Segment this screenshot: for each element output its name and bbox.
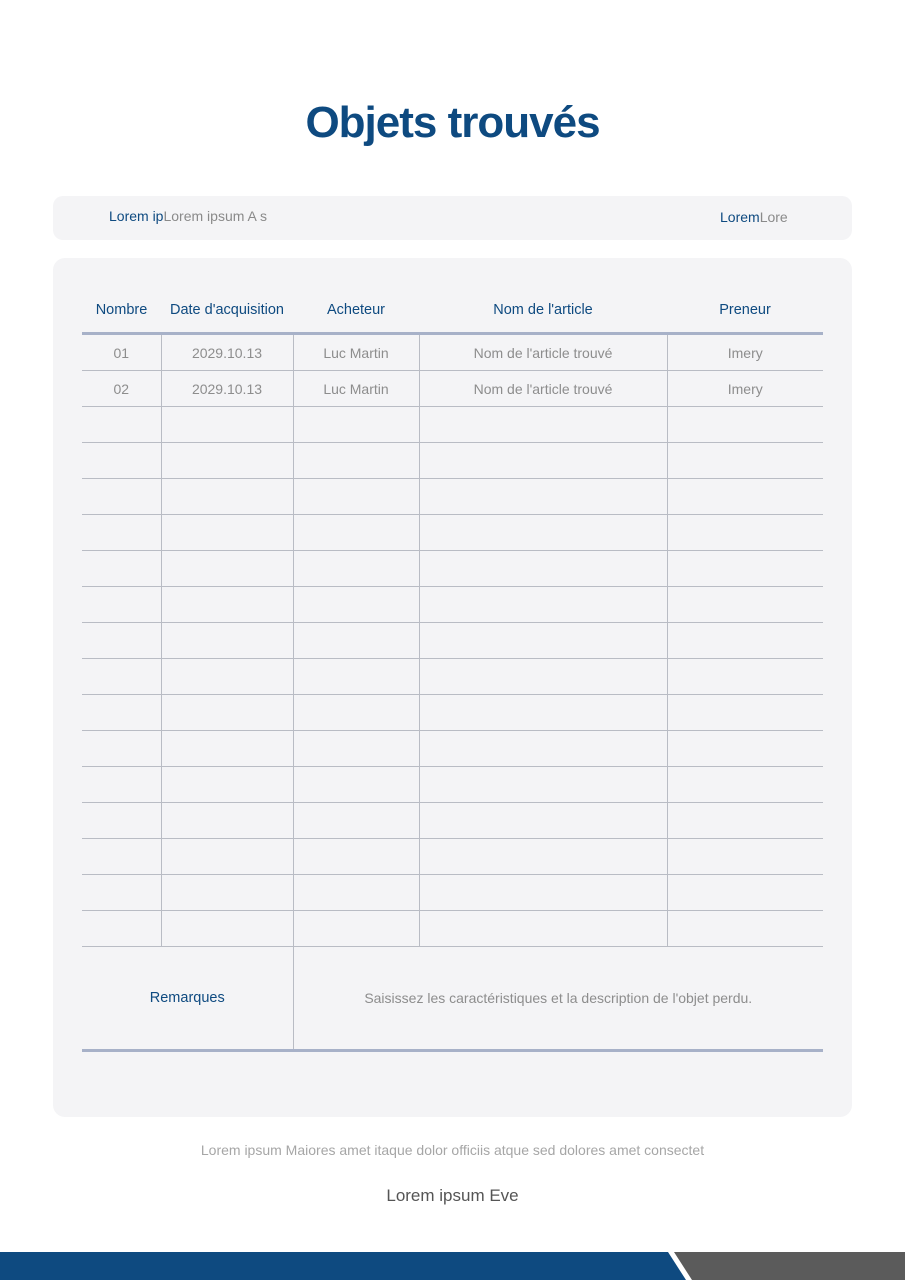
table-cell[interactable] bbox=[161, 911, 293, 947]
table-cell[interactable] bbox=[82, 407, 161, 443]
table-cell[interactable] bbox=[161, 515, 293, 551]
table-cell[interactable]: Nom de l'article trouvé bbox=[419, 371, 667, 407]
table-cell[interactable] bbox=[293, 623, 419, 659]
table-cell[interactable] bbox=[667, 767, 823, 803]
table-cell[interactable] bbox=[419, 767, 667, 803]
table-cell[interactable] bbox=[293, 407, 419, 443]
table-cell[interactable] bbox=[419, 803, 667, 839]
table-cell[interactable] bbox=[161, 659, 293, 695]
table-cell[interactable] bbox=[82, 587, 161, 623]
table-cell[interactable] bbox=[293, 839, 419, 875]
table-cell[interactable] bbox=[667, 731, 823, 767]
table-cell[interactable]: Imery bbox=[667, 371, 823, 407]
header-article: Nom de l'article bbox=[419, 288, 667, 334]
table-cell[interactable] bbox=[82, 443, 161, 479]
page-title: Objets trouvés bbox=[305, 98, 600, 147]
info-bar bbox=[53, 196, 852, 240]
table-row bbox=[82, 551, 823, 587]
table-cell[interactable] bbox=[161, 803, 293, 839]
table-cell[interactable] bbox=[419, 623, 667, 659]
table-cell[interactable]: 02 bbox=[82, 371, 161, 407]
table-cell[interactable] bbox=[293, 875, 419, 911]
table-cell[interactable] bbox=[161, 695, 293, 731]
table-cell[interactable] bbox=[667, 587, 823, 623]
table-cell[interactable] bbox=[82, 875, 161, 911]
table-row bbox=[82, 659, 823, 695]
table-cell[interactable] bbox=[161, 479, 293, 515]
table-cell[interactable] bbox=[667, 479, 823, 515]
table-cell[interactable] bbox=[293, 911, 419, 947]
info-left-label: Lorem ip bbox=[109, 208, 164, 224]
table-card bbox=[53, 258, 852, 1117]
table-row bbox=[82, 875, 823, 911]
table-row bbox=[82, 803, 823, 839]
header-nombre: Nombre bbox=[82, 288, 161, 334]
table-cell[interactable] bbox=[667, 695, 823, 731]
table-cell[interactable]: 2029.10.13 bbox=[161, 334, 293, 371]
remarks-label: Remarques bbox=[82, 947, 293, 1051]
header-acheteur: Acheteur bbox=[293, 288, 419, 334]
table-cell[interactable]: Imery bbox=[667, 334, 823, 371]
table-cell[interactable] bbox=[667, 659, 823, 695]
table-cell[interactable] bbox=[419, 407, 667, 443]
table-row bbox=[82, 911, 823, 947]
table-cell[interactable]: Luc Martin bbox=[293, 334, 419, 371]
table-row bbox=[82, 695, 823, 731]
table-cell[interactable] bbox=[293, 695, 419, 731]
table-row bbox=[82, 839, 823, 875]
table-cell[interactable] bbox=[293, 479, 419, 515]
remarks-row bbox=[82, 947, 823, 1051]
table-cell[interactable] bbox=[667, 623, 823, 659]
table-cell[interactable] bbox=[293, 767, 419, 803]
table-cell[interactable] bbox=[419, 659, 667, 695]
table-cell[interactable] bbox=[161, 875, 293, 911]
table-cell[interactable] bbox=[293, 551, 419, 587]
table-cell[interactable] bbox=[293, 515, 419, 551]
table-cell[interactable] bbox=[161, 767, 293, 803]
footer-text: Lorem ipsum Maiores amet itaque dolor officiis atque sed dolores amet consectet bbox=[200, 1142, 705, 1158]
table-cell[interactable] bbox=[667, 911, 823, 947]
table-row bbox=[82, 334, 823, 371]
footer-signature: Lorem ipsum Eve bbox=[386, 1186, 519, 1205]
table-cell[interactable] bbox=[293, 731, 419, 767]
table-cell[interactable] bbox=[161, 623, 293, 659]
info-right-field bbox=[720, 209, 788, 225]
table-cell[interactable] bbox=[293, 803, 419, 839]
table-cell[interactable]: Luc Martin bbox=[293, 371, 419, 407]
remarks-text[interactable]: Saisissez les caractéristiques et la description de l'objet perdu. bbox=[293, 947, 823, 1051]
info-left-field bbox=[109, 208, 267, 224]
table-cell[interactable] bbox=[161, 551, 293, 587]
header-preneur: Preneur bbox=[667, 288, 823, 334]
header-date: Date d'acquisition bbox=[161, 288, 293, 334]
table-header-row bbox=[82, 288, 823, 334]
info-right-value: Lore bbox=[759, 209, 788, 225]
table-cell[interactable] bbox=[82, 623, 161, 659]
bottom-band-blue bbox=[0, 1252, 686, 1280]
info-left-value: Lorem ipsum A s bbox=[163, 208, 267, 224]
table-cell[interactable] bbox=[419, 911, 667, 947]
table-cell[interactable] bbox=[667, 551, 823, 587]
table-row bbox=[82, 731, 823, 767]
table-cell[interactable] bbox=[667, 839, 823, 875]
table-cell[interactable] bbox=[293, 587, 419, 623]
table-row bbox=[82, 623, 823, 659]
table-cell[interactable] bbox=[667, 803, 823, 839]
table-cell[interactable] bbox=[161, 407, 293, 443]
table-cell[interactable] bbox=[667, 515, 823, 551]
table-cell[interactable] bbox=[82, 659, 161, 695]
table-cell[interactable]: 01 bbox=[82, 334, 161, 371]
table-cell[interactable] bbox=[161, 839, 293, 875]
table-cell[interactable]: Nom de l'article trouvé bbox=[419, 334, 667, 371]
table-cell[interactable] bbox=[82, 803, 161, 839]
info-right-label: Lorem bbox=[720, 209, 760, 225]
table-row bbox=[82, 767, 823, 803]
table-row bbox=[82, 515, 823, 551]
table-cell[interactable] bbox=[161, 731, 293, 767]
lost-items-table bbox=[82, 288, 823, 1052]
table-cell[interactable] bbox=[293, 659, 419, 695]
table-cell[interactable] bbox=[419, 587, 667, 623]
table-cell[interactable] bbox=[419, 443, 667, 479]
table-cell[interactable] bbox=[419, 731, 667, 767]
table-cell[interactable] bbox=[82, 479, 161, 515]
table-cell[interactable] bbox=[419, 479, 667, 515]
table-cell[interactable] bbox=[419, 839, 667, 875]
table-cell[interactable] bbox=[419, 695, 667, 731]
bottom-band bbox=[0, 1252, 905, 1280]
table-row bbox=[82, 407, 823, 443]
table-row bbox=[82, 443, 823, 479]
table-cell[interactable] bbox=[419, 875, 667, 911]
table-cell[interactable] bbox=[419, 515, 667, 551]
table-cell[interactable] bbox=[82, 551, 161, 587]
table-cell[interactable] bbox=[667, 407, 823, 443]
table-cell[interactable] bbox=[82, 515, 161, 551]
table-row bbox=[82, 371, 823, 407]
table-cell[interactable] bbox=[161, 443, 293, 479]
table-cell[interactable] bbox=[82, 695, 161, 731]
table-cell[interactable] bbox=[82, 911, 161, 947]
table-cell[interactable] bbox=[667, 875, 823, 911]
table-row bbox=[82, 479, 823, 515]
table-row bbox=[82, 587, 823, 623]
table-cell[interactable] bbox=[419, 551, 667, 587]
table-cell[interactable] bbox=[161, 587, 293, 623]
table-cell[interactable] bbox=[82, 839, 161, 875]
bottom-band-gray bbox=[674, 1252, 905, 1280]
table-cell[interactable] bbox=[667, 443, 823, 479]
table-cell[interactable] bbox=[293, 443, 419, 479]
table-cell[interactable] bbox=[82, 767, 161, 803]
table-cell[interactable]: 2029.10.13 bbox=[161, 371, 293, 407]
table-cell[interactable] bbox=[82, 731, 161, 767]
